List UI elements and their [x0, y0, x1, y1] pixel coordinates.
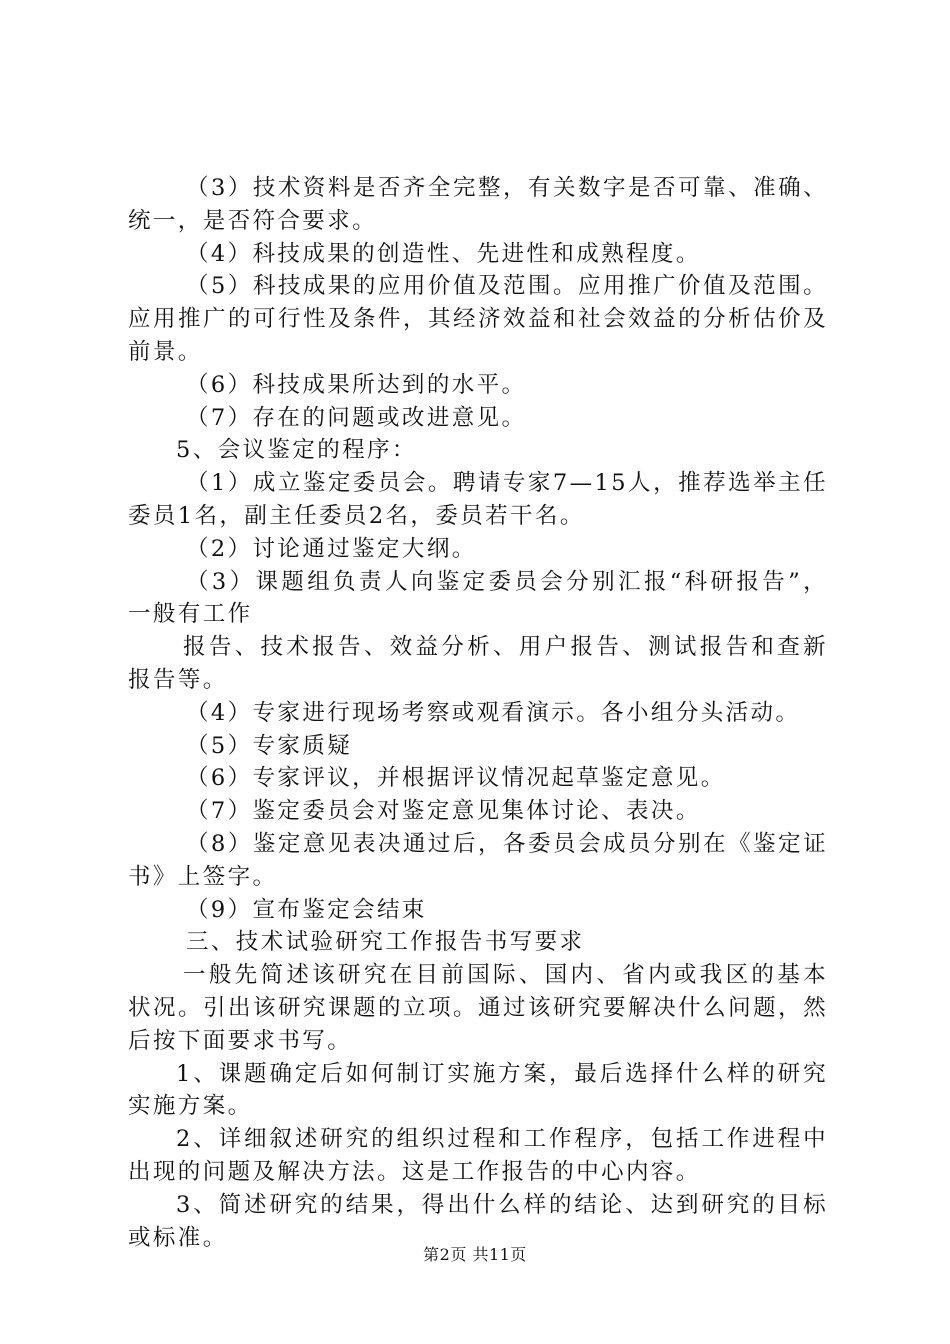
- paragraph: 3、简述研究的结果，得出什么样的结论、达到研究的目标或标准。: [128, 1191, 828, 1251]
- paragraph: 1、课题确定后如何制订实施方案，最后选择什么样的研究实施方案。: [128, 1060, 828, 1120]
- document-body: [128, 172, 828, 1254]
- paragraph: 2、详细叙述研究的组织过程和工作程序，包括工作进程中出现的问题及解决方法。这是工作报告的中心内容。: [128, 1126, 828, 1185]
- paragraph: （3）课题组负责人向鉴定委员会分别汇报“科研报告”，一般有工作: [128, 568, 828, 628]
- paragraph: 一般先简述该研究在目前国际、国内、省内或我区的基本状况。引出该研究课题的立项。通过该研究要解决什么问题，然后按下面要求书写。: [128, 962, 828, 1054]
- paragraph: （5）科技成果的应用价值及范围。应用推广价值及范围。应用推广的可行性及条件，其经济效益和社会效益的分析估价及前景。: [128, 273, 828, 365]
- paragraph: （3）技术资料是否齐全完整，有关数字是否可靠、准确、统一，是否符合要求。: [128, 175, 828, 234]
- paragraph: （4）科技成果的创造性、先进性和成熟程度。: [186, 240, 701, 267]
- page-number-footer: 第2页 共11页: [423, 1245, 527, 1264]
- paragraph: （5）专家质疑: [186, 732, 353, 759]
- paragraph: （9）宣布鉴定会结束: [186, 896, 427, 923]
- paragraph: （6）科技成果所达到的水平。: [186, 371, 527, 398]
- section-heading: 5、会议鉴定的程序：: [176, 437, 417, 464]
- paragraph: （2）讨论通过鉴定大纲。: [186, 535, 477, 562]
- paragraph: （1）成立鉴定委员会。聘请专家7—15人，推荐选举主任委员1名，副主任委员2名，委员若干名。: [128, 470, 828, 529]
- paragraph: （7）鉴定委员会对鉴定意见集体讨论、表决。: [186, 798, 701, 825]
- paragraph: 报告、技术报告、效益分析、用户报告、测试报告和查新报告等。: [128, 634, 828, 693]
- paragraph: （6）专家评议，并根据评议情况起草鉴定意见。: [186, 765, 726, 792]
- paragraph: （4）专家进行现场考察或观看演示。各小组分头活动。: [186, 699, 801, 726]
- paragraph: （7）存在的问题或改进意见。: [186, 404, 527, 431]
- section-heading: 三、技术试验研究工作报告书写要求: [186, 929, 585, 956]
- paragraph: （8）鉴定意见表决通过后，各委员会成员分别在《鉴定证书》上签字。: [128, 830, 828, 890]
